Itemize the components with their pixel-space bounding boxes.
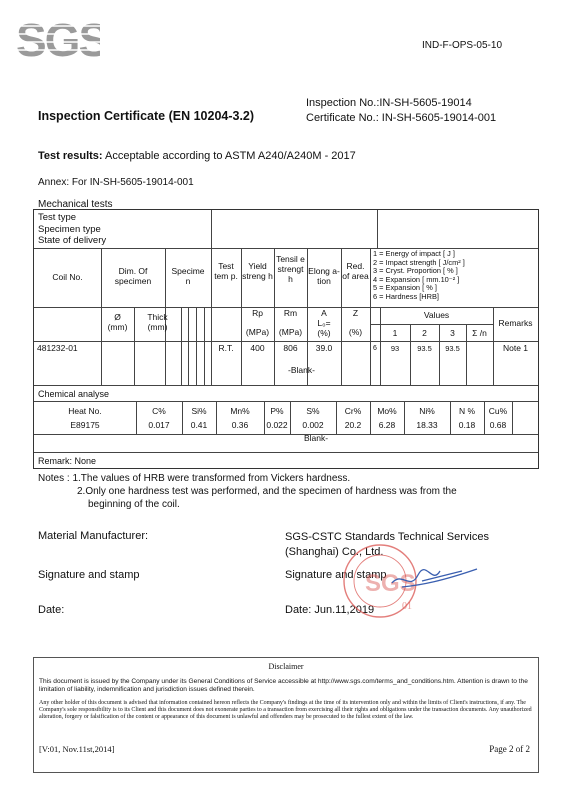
remarks-header: Remarks [498,318,533,328]
sum-header: Σ /n [472,328,487,338]
table-rule [34,248,538,249]
value-2: 93.5 [417,344,432,353]
test-results [38,150,356,162]
test-temp-value: R.T. [218,343,234,353]
test-type-code: 6 [373,345,377,352]
chem-value-mn: 0.36 [231,420,249,430]
coil-no-header: Coil No. [52,272,83,282]
material-manufacturer-label: Material Manufacturer: [38,530,149,542]
table-rule [181,307,182,385]
disclaimer-title: Disclaimer [268,662,304,671]
company-line-1: SGS-CSTC Standards Technical Services [285,531,489,543]
table-rule [34,401,538,402]
table-rule [370,248,371,385]
chem-value-mo: 6.28 [378,420,396,430]
table-rule [204,307,205,385]
chem-value-p: 0.022 [266,420,288,430]
z-unit: (%) [348,327,363,337]
chem-header-ni: Ni% [419,406,435,416]
table-rule [34,452,538,453]
test-legend [373,250,465,302]
specimen-type-label: Specimen type [38,223,101,235]
chem-value-cu: 0.68 [489,420,507,430]
inspection-no: Inspection No.:IN-SH-5605-19014 [306,97,472,109]
sgs-logo [14,14,100,62]
legend-item: 1 = Energy of impact [ J ] [373,249,455,258]
chem-header-si: Si% [191,406,207,416]
elongation-header: Elong a-tion [308,266,340,286]
diameter-unit: (mm) [107,322,128,332]
a-value: 39.0 [315,343,333,353]
yield-strength-header: Yield streng h [242,261,273,281]
test-type-label: Test type [38,212,77,223]
thick-unit: (mm) [147,322,168,332]
note-1: 1.The values of HRB were transformed from Vickers hardness. [72,473,351,484]
value-2-header: 2 [422,328,427,338]
disclaimer-box [33,657,539,773]
remarks-value: Note 1 [502,343,529,353]
signature-stamp-label-right: Signature and stamp [285,569,387,581]
remark: Remark: None [38,456,97,466]
dim-of-specimen-header: Dim. Of specimen [114,266,152,286]
table-rule [34,385,538,386]
chem-header-cr: Cr% [344,406,362,416]
legend-item: 4 = Expansion [ mm.10⁻² ] [373,274,460,284]
chem-value-n: 0.18 [458,420,476,430]
test-results-label: Test results: [38,150,103,162]
disclaimer-paragraph-2: Any other holder of this document is advised that information contained hereon reflects the Company's findings at the time of its intervention only and within the limits of Client's instructions, if any. The Company's sole responsibility is to its Client and this document does not exonerate parties to a transaction from exercising all their rights and obligations under the transaction documents. Any unauthorized alteration, forgery or falsification of the content or appearance of this document is unlawful and offenders may be prosecuted to the fullest extent of the law. [39,700,532,721]
table-rule [377,210,378,248]
legend-item: 5 = Expansion [ % ] [373,283,437,293]
mechanical-tests-table [33,209,539,469]
notes [38,472,457,511]
rp-label: Rp [252,308,263,318]
rp-unit: (MPa) [245,327,270,337]
chem-value-si: 0.41 [190,420,208,430]
test-temp-header: Test tem p. [214,261,238,281]
document-id: IND-F-OPS-05-10 [421,40,502,51]
logo-text: SGS [16,14,100,62]
rm-value: 806 [283,343,298,353]
thick-label: Thick [147,312,168,322]
chem-value-heat-no: E89175 [70,420,100,430]
chem-value-cr: 20.2 [344,420,362,430]
coil-no-value: 481232-01 [37,343,78,353]
chemical-analyse-title: Chemical analyse [38,389,110,399]
chem-header-n: N % [458,406,476,416]
specimen-header: Specime n [171,266,205,286]
chem-value-c: 0.017 [148,420,170,430]
page-number: Page 2 of 2 [489,744,530,754]
company-line-2: (Shanghai) Co., Ltd. [285,546,384,558]
company-stamp [332,541,482,621]
chem-value-ni: 18.33 [416,420,438,430]
table-rule [211,210,212,248]
legend-item: 6 = Hardness [HRB] [373,291,439,301]
notes-label: Notes : [38,473,70,484]
signature-stamp-label-left: Signature and stamp [38,569,140,581]
values-label: Values [423,310,450,320]
a-l0-label: L₀= [317,318,331,328]
date-value: Date: Jun.11,2019 [285,604,375,616]
value-3-header: 3 [450,328,455,338]
date-label-left: Date: [38,604,65,616]
chem-header-mo: Mo% [377,406,397,416]
stamp-text: SGS [365,570,416,597]
annex: Annex: For IN-SH-5605-19014-001 [38,177,194,188]
chem-header-mn: Mn% [230,406,250,416]
chem-header-c: C% [152,406,166,416]
table-rule [512,401,513,434]
value-1-header: 1 [392,328,398,338]
table-rule [188,307,189,385]
chem-header-cu: Cu% [488,406,508,416]
version-info: [V:01, Nov.11st,2014] [39,744,115,754]
a-unit: (%) [317,328,331,338]
red-of-area-header: Red. of area [342,261,369,281]
legend-item: 3 = Cryst. Proportion [ % ] [373,266,458,276]
table-rule [34,434,538,435]
rp-value: 400 [250,343,265,353]
mechanical-tests-title: Mechanical tests [38,199,113,210]
chem-header-s: S% [306,406,320,416]
rm-label: Rm [283,308,298,318]
a-label: A [321,308,327,318]
value-1: 93 [390,344,400,353]
state-of-delivery-label: State of delivery [38,235,107,246]
diameter-symbol: Ø [114,312,121,322]
table-rule [370,324,493,325]
inspection-numbers [306,96,496,126]
table-rule [196,307,197,385]
chem-header-heat-no: Heat No. [68,406,102,416]
note-2: 2.Only one hardness test was performed, and the specimen of hardness was from the [77,486,457,497]
value-3: 93.5 [445,344,460,353]
chem-value-s: 0.002 [302,420,324,430]
certificate-title: Inspection Certificate (EN 10204-3.2) [38,109,255,123]
svg-text:01: 01 [402,601,412,612]
legend-item: 2 = Impact strength [ J/cm² ] [373,257,465,267]
blank-marker: -Blank- [288,365,315,375]
disclaimer-paragraph-1: This document is issued by the Company under its General Conditions of Service accessible at http://www.sgs.com/terms_and_conditions.htm. Attention is drawn to the limitation of liability, indemnification and jurisdiction issues defined therein. [39,678,528,693]
chem-header-p: P% [270,406,284,416]
certificate-no: Certificate No.: IN-SH-5605-19014-001 [306,112,497,124]
test-type-labels [38,212,106,247]
chem-blank-marker: Blank- [304,433,329,443]
tensile-strength-header: Tensil e strengt h [276,254,305,284]
z-label: Z [352,308,359,318]
rm-unit: (MPa) [278,327,303,337]
test-results-text: Acceptable according to ASTM A240/A240M - 2017 [105,150,356,162]
table-rule [34,341,538,342]
note-2-continued: beginning of the coil. [88,499,180,510]
